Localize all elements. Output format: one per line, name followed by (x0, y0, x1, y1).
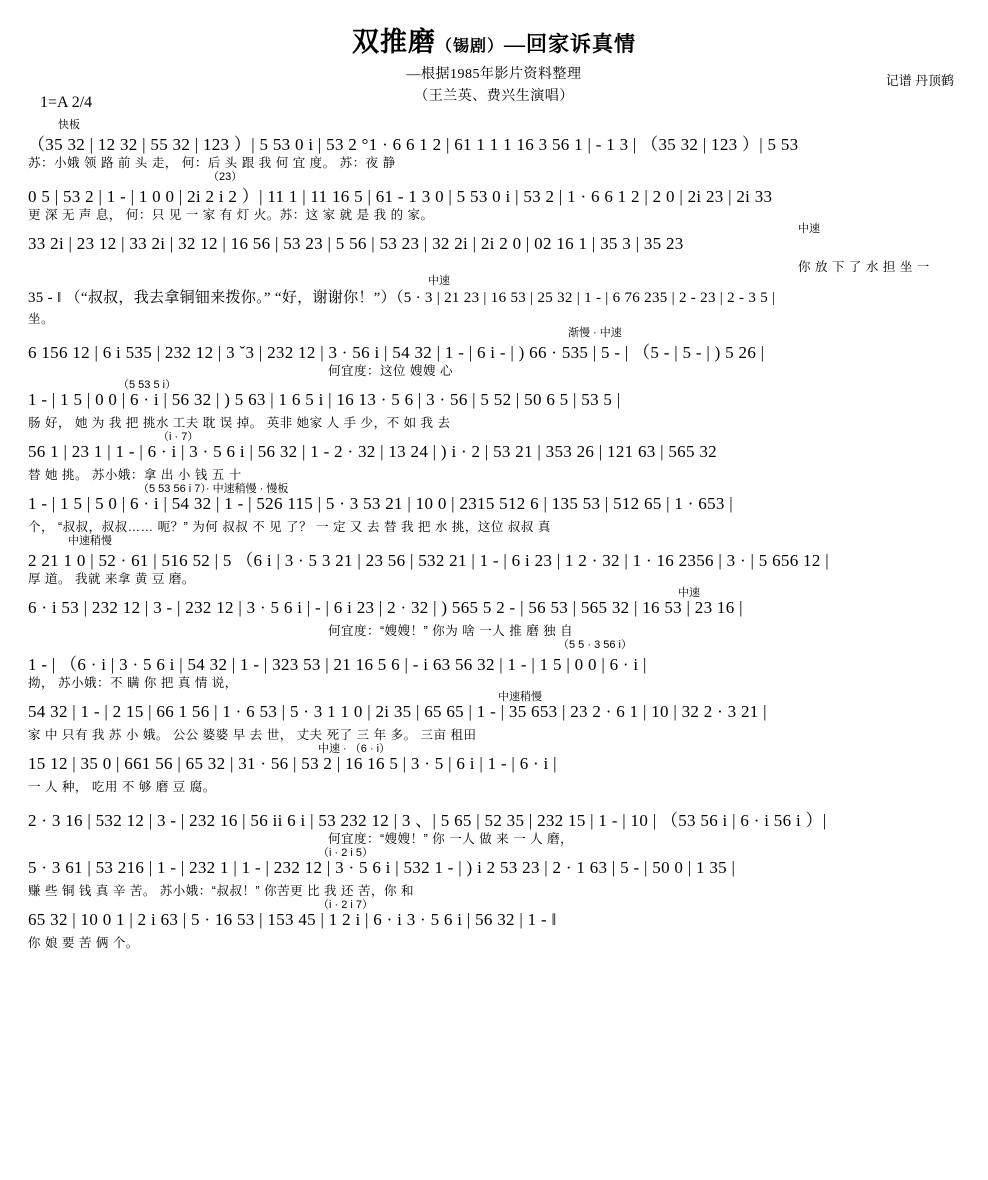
tempo-mark: 中速 (798, 223, 820, 235)
notation-line: 15 12 | 35 0 | 661 56 | 65 32 | 31 · 56 | 53 2 | 16 16 5 | 3 · 5 | 6 i | 1 - | 6 · i | (28, 754, 557, 773)
system-row (28, 120, 960, 172)
lyrics-line: 一 人 种， 吃用 不 够 磨 豆 腐。 (28, 780, 216, 794)
notation-line: 56 1 | 23 1 | 1 - | 6 · i | 3 · 5 6 i | 56 32 | 1 - 2 · 32 | 13 24 | ) i · 2 | 53 21 | 353 26 | 121 63 | 565 32 (28, 442, 717, 461)
title-line (0, 20, 988, 59)
tempo-mark: 快板 (58, 119, 80, 131)
tempo-mark: 中速稍慢 (68, 535, 112, 547)
credit-transcriber: 记谱 丹顶鹤 (885, 73, 954, 88)
lyrics-line: 更 深 无 声 息， 何：只 见 一 家 有 灯 火。苏：这 家 就 是 我 的 家。 (28, 208, 434, 222)
system-row (28, 848, 960, 900)
notation-line: 33 2i | 23 12 | 33 2i | 32 12 | 16 56 | 53 23 | 5 56 | 53 23 | 32 2i | 2i 2 0 | 02 16 1 | 35 3 | 35 23 (28, 234, 684, 253)
tempo-mark: （i · 7） (158, 431, 199, 443)
system-row (28, 536, 960, 588)
notation-line: 5 · 3 61 | 53 216 | 1 - | 232 1 | 1 - | 232 12 | 3 · 5 6 i | 532 1 - | ) i 2 53 23 | 2 · 1 63 | 5 - | 50 0 | 1 35 | (28, 858, 736, 877)
subtitle-performers: （王兰英、费兴生演唱） (414, 89, 574, 104)
tempo-mark: 中速 (678, 587, 700, 599)
score-body (0, 120, 988, 952)
system-row (28, 744, 960, 796)
lyrics-line: 赚 些 铜 钱 真 辛 苦。 苏小娥：“叔叔！” 你苦更 比 我 还 苦，你 和 (28, 884, 414, 898)
title-main: 双推磨 (351, 27, 436, 57)
system-row (28, 224, 960, 276)
title-genre: （锡剧） (435, 38, 504, 55)
notation-line: 1 - | 1 5 | 5 0 | 6 · i | 54 32 | 1 - | 526 115 | 5 · 3 53 21 | 10 0 | 2315 512 6 | 135 53 | 512 65 | 1 · 653 | (28, 494, 733, 513)
subtitle-source: —根据1985年影片资料整理 (406, 67, 582, 82)
notation-line: 6 · i 53 | 232 12 | 3 - | 232 12 | 3 · 5 6 i | - | 6 i 23 | 2 · 32 | ) 565 5 2 - | 56 53 | 565 32 | 16 53 | 23 16 | (28, 598, 743, 617)
notation-line: （35 32 | 12 32 | 55 32 | 123 ）| 5 53 0 i | 53 2 °1 · 6 6 1 2 | 61 1 1 1 16 3 56 1 | - 1 3 | （35 32 | 123 ）| 5 53 (28, 135, 799, 154)
system-row (28, 172, 960, 224)
lyrics-line: 个， “叔叔，叔叔…… 呃？” 为何 叔叔 不 见 了？ 一 定 又 去 替 我 把 水 挑，这位 叔叔 真 (28, 520, 551, 534)
notation-line: 1 - | 1 5 | 0 0 | 6 · i | 56 32 | ) 5 63 | 1 6 5 i | 16 13 · 5 6 | 3 · 56 | 5 52 | 50 6 5 | 53 5 | (28, 390, 621, 409)
system-row (28, 276, 960, 328)
tempo-mark: （5 5 · 3 56 i） (558, 639, 632, 651)
system-row (28, 588, 960, 640)
notation-line: 65 32 | 10 0 1 | 2 i 63 | 5 · 16 53 | 153 45 | 1 2 i | 6 · i 3 · 5 6 i | 56 32 | 1 - ‖ (28, 910, 557, 929)
system-row (28, 432, 960, 484)
system-row (28, 328, 960, 380)
lyrics-line: 坐。 (28, 312, 55, 326)
lyrics-line: 何宜度：“嫂嫂！” 你为 啥 一人 推 磨 独 自 (328, 624, 574, 638)
tempo-mark: 渐慢 · 中速 (568, 327, 622, 339)
lyrics-line: 你 放 下 了 水 担 坐 一 (798, 260, 930, 274)
system-row (28, 900, 960, 952)
title-sub: —回家诉真情 (504, 32, 636, 56)
lyrics-line: 肠 好， 她 为 我 把 挑水 工夫 耽 误 掉。 英非 她家 人 手 少，不 如 我 去 (28, 416, 451, 430)
tempo-mark: 中速 (428, 275, 450, 287)
notation-line: 54 32 | 1 - | 2 15 | 66 1 56 | 1 · 6 53 | 5 · 3 1 1 0 | 2i 35 | 65 65 | 1 - | 35 653 | 23 2 · 6 1 | 10 | 32 2 · 3 21 | (28, 702, 767, 721)
tempo-mark: （i · 2 i 5） (318, 847, 374, 859)
system-row (28, 484, 960, 536)
lyrics-line: 苏：小娥 领 路 前 头 走， 何：后 头 跟 我 何 宜 度。 苏：夜 静 (28, 156, 396, 170)
lyrics-line: 厚 道。 我就 来拿 黄 豆 磨。 (28, 572, 195, 586)
notation-line: 35 - ‖ （“叔叔，我去拿铜钿来拨你。” “好，谢谢你！”）（5 · 3 | 21 23 | 16 53 | 25 32 | 1 - | 6 76 235 | 2 - 23 | 2 - 3 5 | (28, 290, 776, 306)
tempo-mark: （23） (208, 171, 243, 183)
tempo-mark: 中速 · （6 · i） (318, 743, 391, 755)
lyrics-line: 家 中 只有 我 苏 小 娥。 公公 婆婆 早 去 世， 丈夫 死了 三 年 多。 三亩 租田 (28, 728, 477, 742)
system-row (28, 796, 960, 848)
notation-line: 6 156 12 | 6 i 535 | 232 12 | 3 ˇ3 | 232 12 | 3 · 56 i | 54 32 | 1 - | 6 i - | ) 66 · 535 | 5 - | （5 - | 5 - | ) 5 26 | (28, 343, 765, 362)
lyrics-line: 替 她 挑。 苏小娥：拿 出 小 钱 五 十 (28, 468, 242, 482)
lyrics-line: 何宜度：“嫂嫂！” 你 一人 做 来 一 人 磨， (328, 832, 574, 846)
score-header (0, 0, 988, 105)
tempo-mark: （i · 2 i 7） (318, 899, 374, 911)
notation-line: 2 21 1 0 | 52 · 61 | 516 52 | 5 （6 i | 3 · 5 3 21 | 23 56 | 532 21 | 1 - | 6 i 23 | 1 2 · 32 | 1 · 16 2356 | 3 · | 5 656 12 | (28, 551, 829, 570)
system-row (28, 380, 960, 432)
tempo-mark: （5 53 56 i 7）· 中速稍慢 · 慢板 (138, 483, 289, 495)
notation-line: 2 · 3 16 | 532 12 | 3 - | 232 16 | 56 ii 6 i | 53 232 12 | 3 、| 5 65 | 52 35 | 232 15 | 1 - | 10 | （53 56 i | 6 · i 56 i ）| (28, 811, 827, 830)
lyrics-line: 你 娘 要 苦 俩 个。 (28, 936, 139, 950)
tempo-mark: 中速稍慢 (498, 691, 542, 703)
lyrics-line: 拗， 苏小娥：不 瞒 你 把 真 情 说， (28, 676, 238, 690)
key-signature: 1=A 2/4 (40, 94, 93, 111)
notation-line: 0 5 | 53 2 | 1 - | 1 0 0 | 2i 2 i 2 ）| 11 1 | 11 16 5 | 61 - 1 3 0 | 5 53 0 i | 53 2 | 1 · 6 6 1 2 | 2 0 | 2i 23 | 2i 33 (28, 187, 773, 206)
system-row (28, 640, 960, 692)
system-row (28, 692, 960, 744)
tempo-mark: （5 53 5 i） (118, 379, 177, 391)
lyrics-line: 何宜度：这位 嫂嫂 心 (328, 364, 453, 378)
notation-line: 1 - | （6 · i | 3 · 5 6 i | 54 32 | 1 - | 323 53 | 21 16 5 6 | - i 63 56 32 | 1 - | 1 5 | 0 0 | 6 · i | (28, 655, 647, 674)
